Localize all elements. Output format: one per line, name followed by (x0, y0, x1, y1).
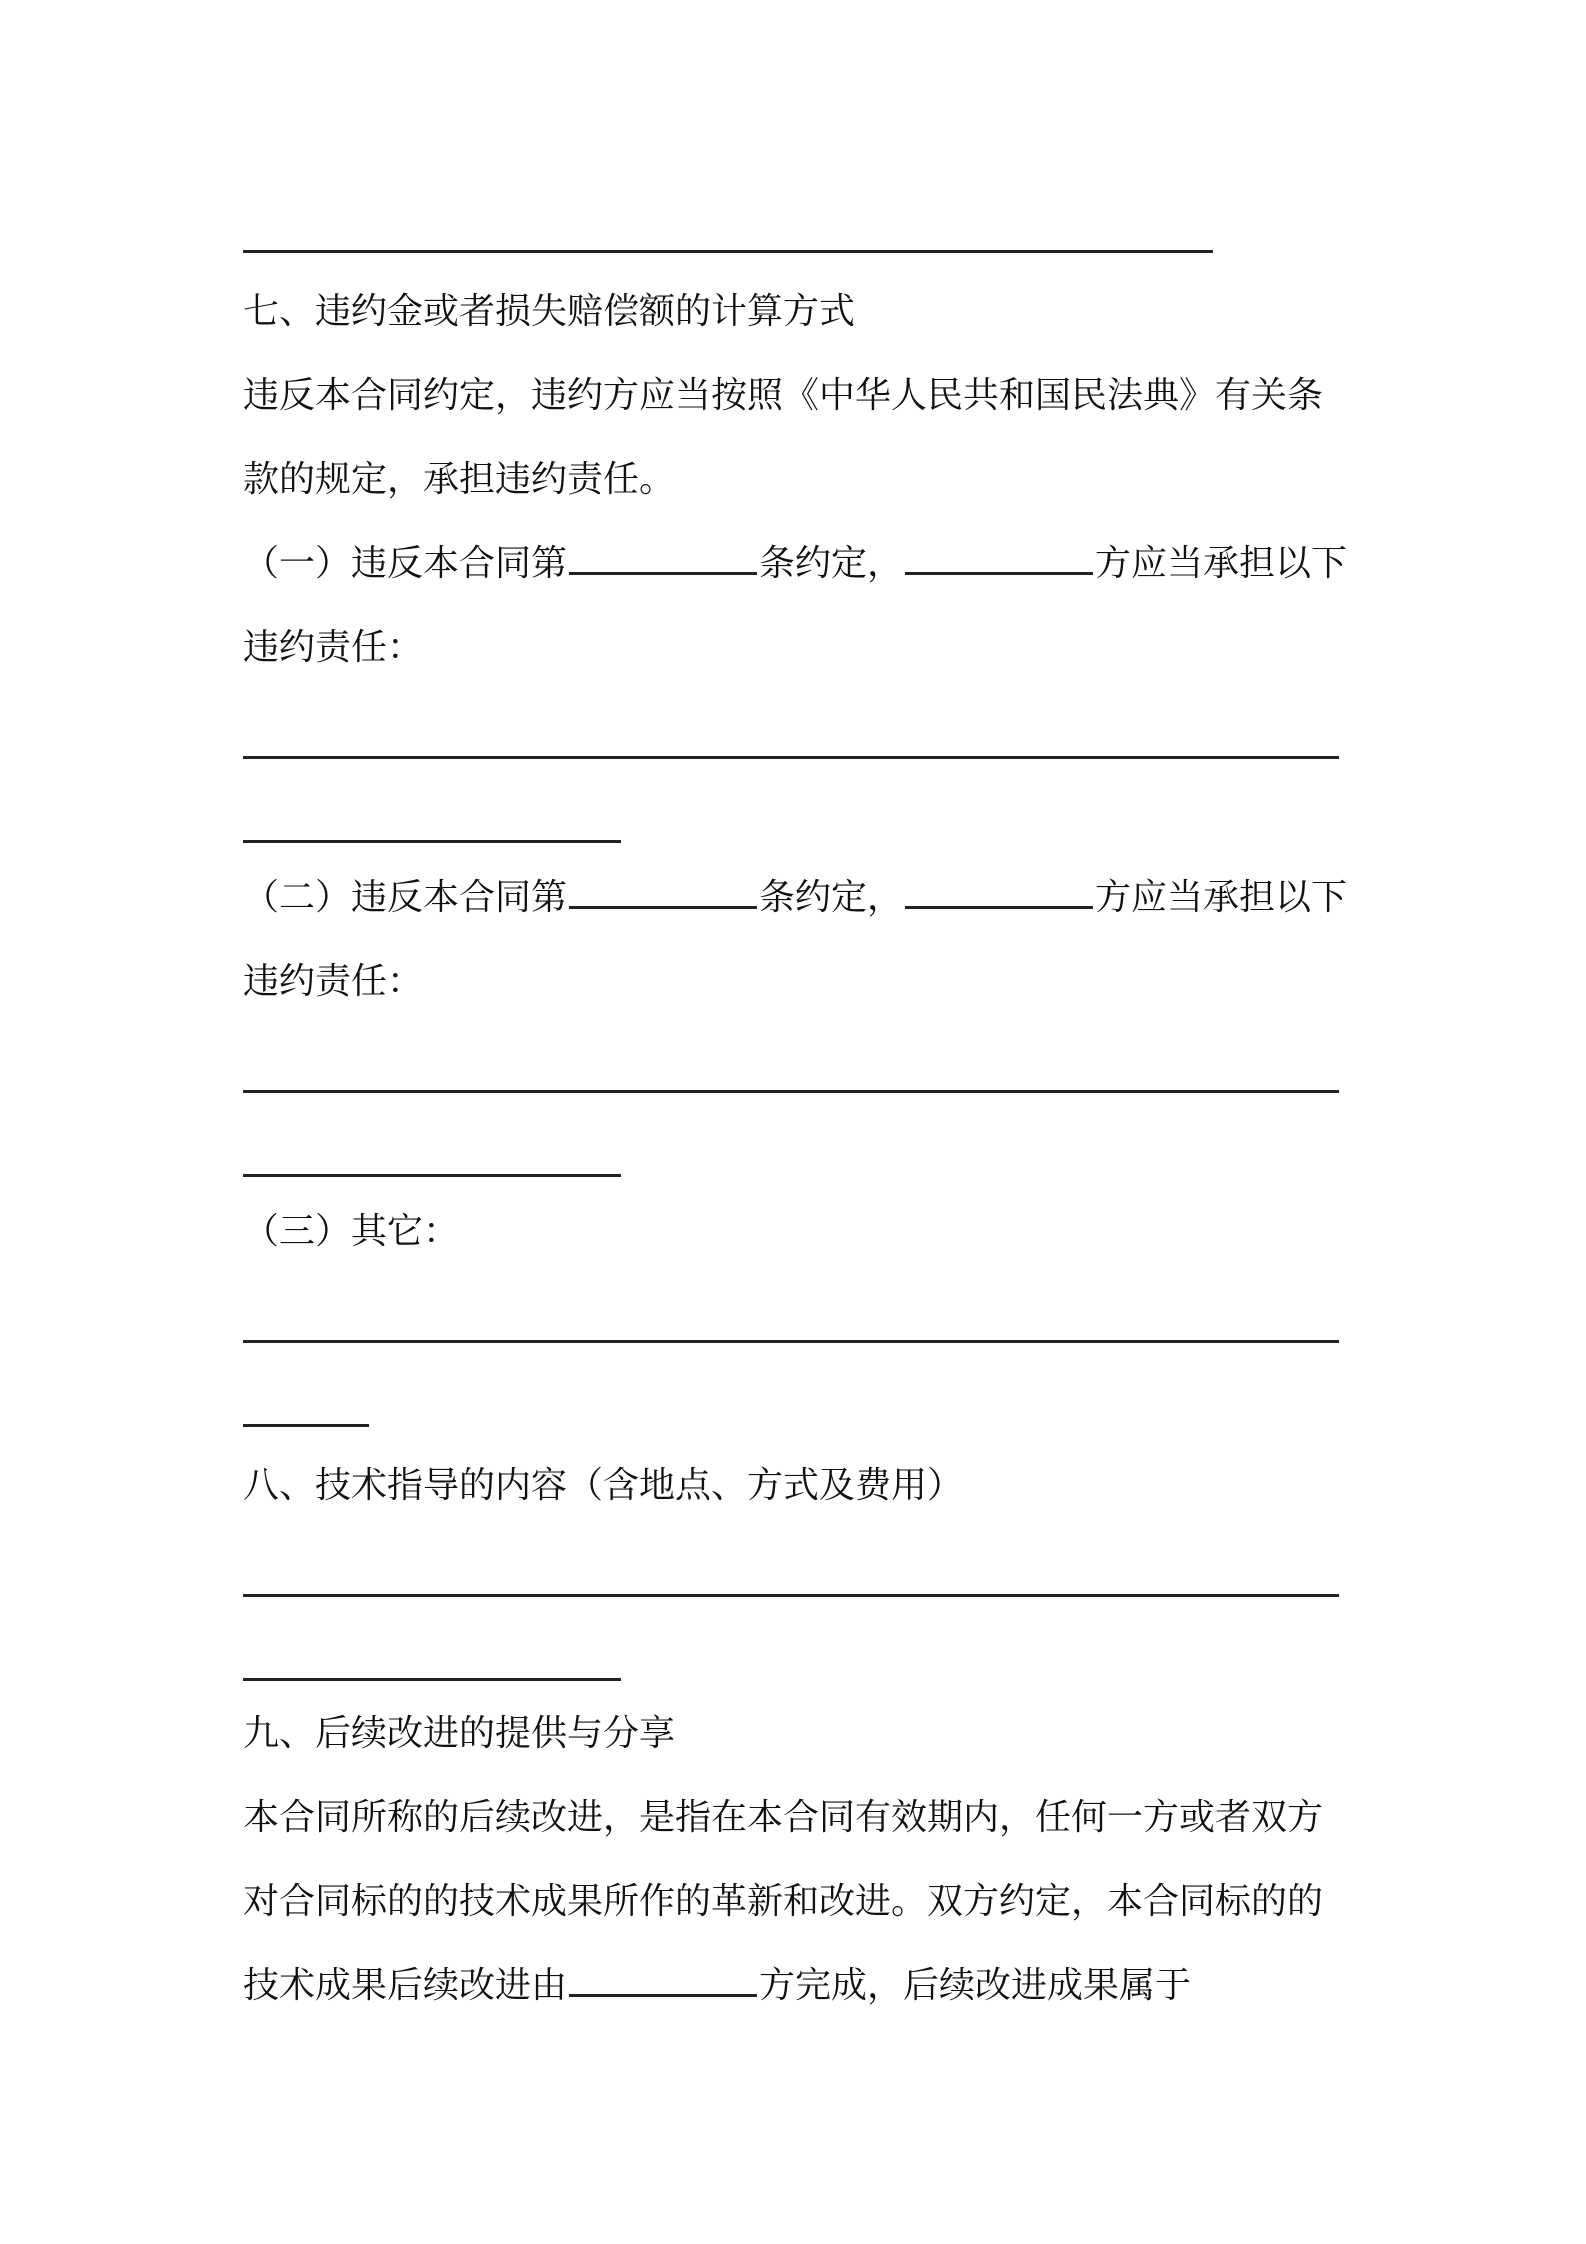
item-1-fill-line-1[interactable] (243, 756, 1339, 759)
section-8-title: 八、技术指导的内容（含地点、方式及费用） (243, 1465, 964, 1506)
item-2-fill-line-1[interactable] (243, 1090, 1339, 1093)
item-1-clause-blank[interactable] (569, 542, 757, 575)
section-7-item-1 (243, 542, 1347, 586)
section-7-item-2-continued: 违约责任： (243, 961, 424, 1002)
item-1-fill-line-2[interactable] (243, 840, 621, 843)
section-8-fill-line-2[interactable] (243, 1678, 621, 1681)
fill-line-top (243, 250, 1213, 253)
section-9-line-3-prefix: 技术成果后续改进由 (243, 1965, 568, 2006)
item-2-prefix: （二）违反本合同第 (243, 877, 568, 918)
section-7-title: 七、违约金或者损失赔偿额的计算方式 (243, 291, 856, 332)
section-9-party-blank[interactable] (569, 1964, 757, 1997)
section-7-item-3: （三）其它： (243, 1211, 460, 1252)
item-2-clause-blank[interactable] (569, 876, 757, 909)
item-2-suffix: 方应当承担以下 (1095, 877, 1348, 918)
item-1-party-blank[interactable] (905, 542, 1093, 575)
item-1-suffix: 方应当承担以下 (1095, 543, 1348, 584)
item-2-fill-line-2[interactable] (243, 1174, 621, 1177)
item-3-fill-line-1[interactable] (243, 1340, 1339, 1343)
section-7-paragraph-line-2: 款的规定，承担违约责任。 (243, 459, 676, 500)
item-1-prefix: （一）违反本合同第 (243, 543, 568, 584)
section-9-paragraph-line-1: 本合同所称的后续改进，是指在本合同有效期内，任何一方或者双方 (243, 1797, 1324, 1838)
section-9-title: 九、后续改进的提供与分享 (243, 1713, 676, 1754)
item-1-middle: 条约定， (759, 543, 904, 584)
section-7-item-1-continued: 违约责任： (243, 627, 424, 668)
item-2-party-blank[interactable] (905, 876, 1093, 909)
section-7-paragraph-line-1: 违反本合同约定，违约方应当按照《中华人民共和国民法典》有关条 (243, 375, 1324, 416)
section-7-item-2 (243, 876, 1347, 920)
item-2-middle: 条约定， (759, 877, 904, 918)
section-9-paragraph-line-2: 对合同标的的技术成果所作的革新和改进。双方约定，本合同标的的 (243, 1881, 1324, 1922)
section-8-fill-line-1[interactable] (243, 1594, 1339, 1597)
section-9-paragraph-line-3 (243, 1964, 1191, 2008)
item-3-fill-line-2[interactable] (243, 1424, 369, 1427)
section-9-line-3-suffix: 方完成，后续改进成果属于 (759, 1965, 1192, 2006)
